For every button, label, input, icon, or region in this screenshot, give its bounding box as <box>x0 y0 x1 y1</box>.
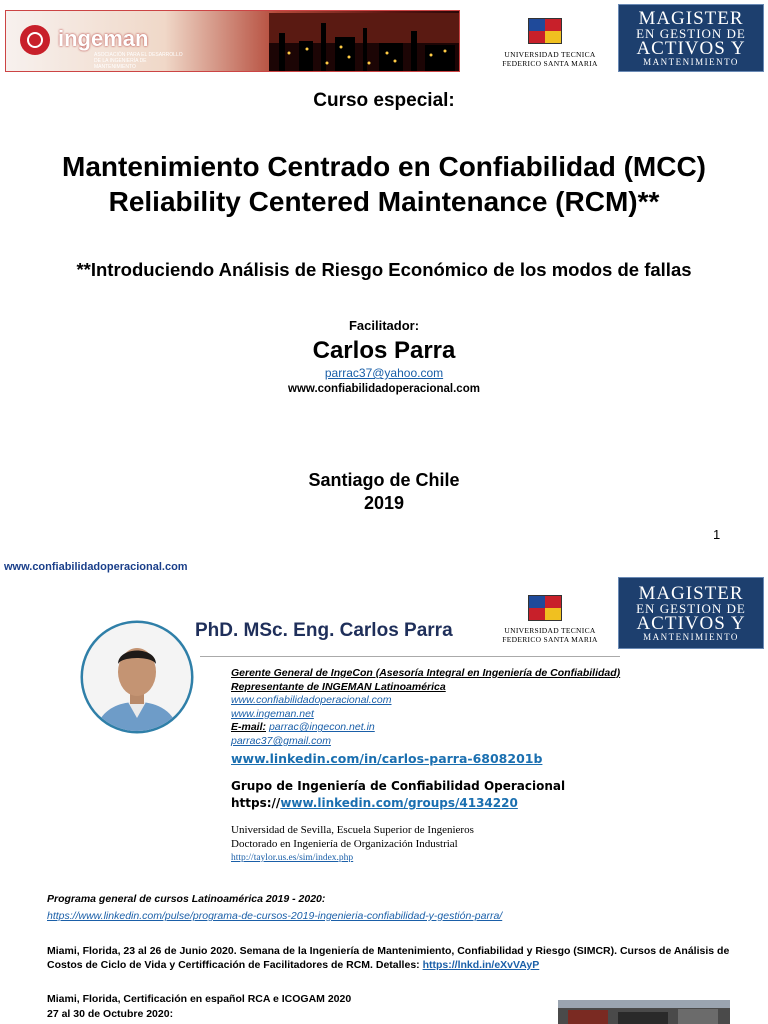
usm-crest-icon-2 <box>528 595 562 621</box>
bio-link-confiabilidad[interactable]: www.confiabilidadoperacional.com <box>231 694 392 707</box>
education-block <box>231 823 474 865</box>
facilitator-website: www.confiabilidadoperacional.com <box>288 383 480 395</box>
bio-link-ingeman[interactable]: www.ingeman.net <box>231 707 314 720</box>
magister2-l4: MANTENIMIENTO <box>643 632 739 642</box>
ingeman-banner <box>5 10 460 72</box>
education-line2: Doctorado en Ingeniería de Organización Industrial <box>231 838 458 850</box>
event-city: Santiago de Chile <box>308 470 460 490</box>
magister-logo <box>618 4 764 72</box>
ingeman-logo-icon <box>20 25 50 55</box>
usm-name-2 <box>490 626 610 644</box>
course-subtitle: **Introduciendo Análisis de Riesgo Económico de los modos de fallas <box>76 259 692 280</box>
ingeman-brand-sub: ASOCIACIÓN PARA EL DESARROLLO DE LA INGENIERÍA DE MANTENIMIENTO <box>94 52 183 70</box>
group-title: Grupo de Ingeniería de Confiabilidad Operacional <box>231 779 566 793</box>
course-kicker: Curso especial: <box>313 90 455 111</box>
facilitator-email-link[interactable]: parrac37@yahoo.com <box>324 366 444 380</box>
magister2-l2: EN GESTION DE <box>636 601 746 616</box>
magister-l4: MANTENIMIENTO <box>643 57 739 67</box>
usm-line2: FEDERICO SANTA MARIA <box>502 59 598 68</box>
course-title-line1: Mantenimiento Centrado en Confiabilidad (MCC) <box>62 151 706 182</box>
ingeman-brand: ingeman <box>58 26 149 51</box>
education-line1: Universidad de Sevilla, Escuela Superior de Ingenieros <box>231 824 474 836</box>
event2-line1: Miami, Florida, Certificación en español RCA e ICOGAM 2020 <box>47 993 352 1005</box>
usm-name <box>490 50 610 68</box>
magister2-l1: MAGISTER <box>638 583 744 604</box>
magister-l3: ACTIVOS Y <box>636 38 746 59</box>
bio-email2-link[interactable]: parrac37@gmail.com <box>231 734 331 747</box>
event1-text: Miami, Florida, 23 al 26 de Junio 2020. Semana de la Ingeniería de Mantenimiento, Confiabilidad y Riesgo (SIMCR). Cursos de Análisis de Costos de Ciclo de Vida y Certifficación de Facilitadores de RCM. Detalles: <box>47 945 730 971</box>
event1-text-block <box>47 944 747 972</box>
event-photo-image <box>558 1000 730 1024</box>
usm-line1: UNIVERSIDAD TECNICA <box>504 50 596 59</box>
magister2-l3: ACTIVOS Y <box>636 613 746 634</box>
magister-l2: EN GESTION DE <box>636 26 746 41</box>
facilitator-label: Facilitador: <box>348 318 420 333</box>
bio-role2: Representante de INGEMAN Latinoamérica <box>231 680 446 693</box>
magister-logo-2 <box>618 577 764 649</box>
usm-crest-icon <box>528 18 562 44</box>
refinery-skyline-image <box>269 13 459 71</box>
event-year: 2019 <box>363 493 405 513</box>
group-link[interactable]: www.linkedin.com/groups/4134220 <box>280 796 518 810</box>
event2-line2: 27 al 30 de Octubre 2020: <box>47 1008 174 1020</box>
group-link-prefix: https:// <box>231 796 281 810</box>
program-link[interactable]: https://www.linkedin.com/pulse/programa-de-cursos-2019-ingenieria-confiabilidad-y-gestión-parra/ <box>47 910 503 922</box>
group-link-line <box>231 796 518 810</box>
header-website-link[interactable]: www.confiabilidadoperacional.com <box>4 561 188 573</box>
page-number: 1 <box>713 527 721 542</box>
profile-avatar <box>80 620 194 734</box>
event1-link[interactable]: https://lnkd.in/eXvVAyP <box>422 959 540 971</box>
bio-email1-link[interactable]: parrac@ingecon.net.in <box>268 721 375 734</box>
course-title-line2: Reliability Centered Maintenance (RCM)** <box>108 186 660 217</box>
bio-linkedin-link[interactable]: www.linkedin.com/in/carlos-parra-6808201b <box>231 751 543 766</box>
usm-line1-2: UNIVERSIDAD TECNICA <box>504 626 596 635</box>
bio-email-label: E-mail: <box>231 721 267 734</box>
bio-role1: Gerente General de IngeCon (Asesoría Integral en Ingeniería de Confiabilidad) <box>231 667 621 679</box>
title-divider <box>200 656 620 657</box>
event2-block <box>47 992 351 1022</box>
usm-line2-2: FEDERICO SANTA MARIA <box>502 635 598 644</box>
program-title: Programa general de cursos Latinoamérica 2019 - 2020: <box>47 893 326 905</box>
profile-name-title: PhD. MSc. Eng. Carlos Parra <box>195 620 453 641</box>
magister-l1: MAGISTER <box>638 8 744 29</box>
facilitator-name: Carlos Parra <box>312 337 456 364</box>
education-link[interactable]: http://taylor.us.es/sim/index.php <box>231 853 354 863</box>
bio-block <box>231 667 620 749</box>
